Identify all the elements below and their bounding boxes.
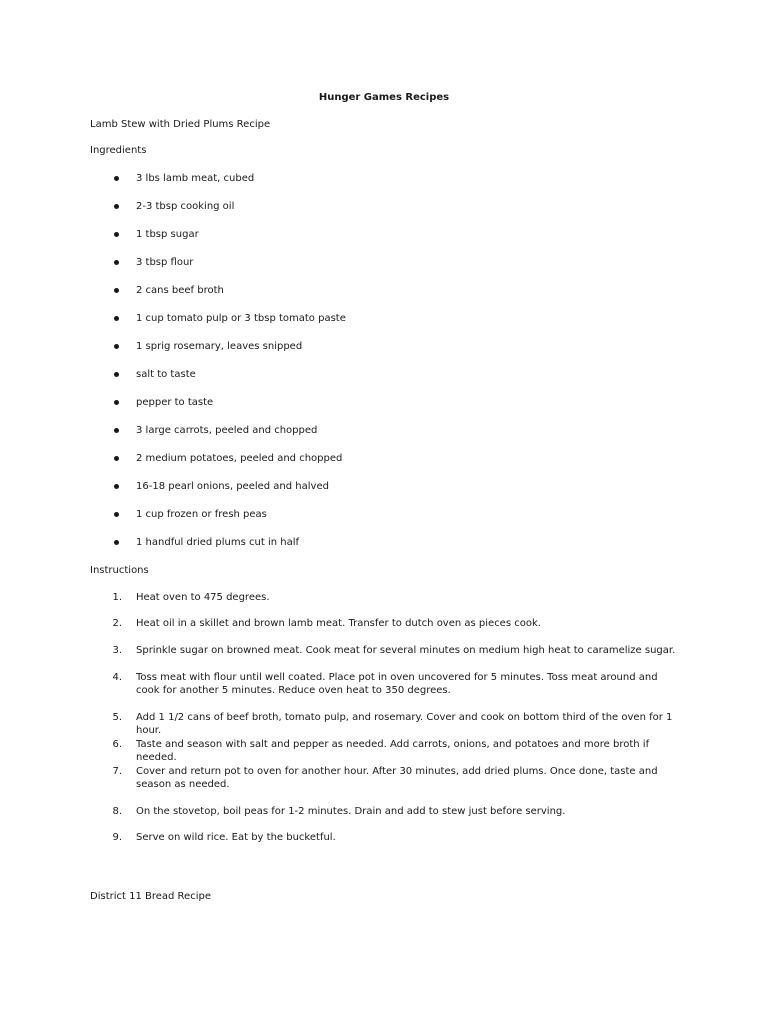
step-text: Heat oven to 475 degrees. [136, 592, 270, 603]
ingredient-text: pepper to taste [136, 397, 214, 408]
step-text: Heat oil in a skillet and brown lamb meat. Transfer to dutch oven as pieces cook. [136, 618, 541, 629]
ingredient-text: salt to taste [136, 369, 196, 380]
ingredient-text: 1 cup tomato pulp or 3 tbsp tomato paste [136, 313, 346, 324]
step-number: 8. [112, 806, 122, 817]
bullet-icon [114, 288, 119, 293]
ingredients-heading: Ingredients [90, 145, 147, 156]
ingredient-text: 3 lbs lamb meat, cubed [136, 173, 255, 184]
step-number: 3. [112, 645, 122, 656]
bullet-icon [114, 400, 119, 405]
bullet-icon [114, 540, 119, 545]
step-number: 9. [112, 832, 122, 843]
document-title: Hunger Games Recipes [318, 92, 450, 103]
ingredient-text: 1 handful dried plums cut in half [136, 537, 300, 548]
step-number: 7. [112, 766, 122, 777]
bullet-icon [114, 512, 119, 517]
step-text: Taste and season with salt and pepper as needed. Add carrots, onions, and potatoes and more broth if needed. [136, 739, 650, 763]
bullet-icon [114, 232, 119, 237]
step-text: Add 1 1/2 cans of beef broth, tomato pulp, and rosemary. Cover and cook on bottom third of the oven for 1 hour. [136, 712, 673, 736]
bullet-icon [114, 344, 119, 349]
bullet-icon [114, 456, 119, 461]
ingredient-text: 16-18 pearl onions, peeled and halved [136, 481, 329, 492]
ingredient-text: 1 tbsp sugar [136, 229, 199, 240]
ingredient-text: 3 large carrots, peeled and chopped [136, 425, 318, 436]
bullet-icon [114, 260, 119, 265]
step-number: 2. [112, 618, 122, 629]
bullet-icon [114, 316, 119, 321]
ingredient-text: 2-3 tbsp cooking oil [136, 201, 235, 212]
instructions-heading: Instructions [90, 565, 149, 576]
step-number: 4. [112, 672, 122, 683]
ingredient-text: 2 cans beef broth [136, 285, 224, 296]
ingredient-text: 1 cup frozen or fresh peas [136, 509, 267, 520]
step-text: On the stovetop, boil peas for 1-2 minutes. Drain and add to stew just before serving. [136, 806, 566, 817]
ingredient-text: 3 tbsp flour [136, 257, 194, 268]
step-number: 6. [112, 739, 122, 750]
step-text: Toss meat with flour until well coated. Place pot in oven uncovered for 5 minutes. Toss meat around and cook for another 5 minutes. Reduce oven heat to 350 degrees. [136, 672, 658, 696]
bullet-icon [114, 484, 119, 489]
bullet-icon [114, 428, 119, 433]
bullet-icon [114, 372, 119, 377]
step-text: Sprinkle sugar on browned meat. Cook meat for several minutes on medium high heat to caramelize sugar. [136, 645, 676, 656]
recipe-title: Lamb Stew with Dried Plums Recipe [90, 119, 271, 130]
ingredient-text: 2 medium potatoes, peeled and chopped [136, 453, 343, 464]
step-number: 5. [112, 712, 122, 723]
step-text: Serve on wild rice. Eat by the bucketful. [136, 832, 336, 843]
step-number: 1. [112, 592, 122, 603]
step-text: Cover and return pot to oven for another hour. After 30 minutes, add dried plums. Once done, taste and season as needed. [136, 766, 658, 790]
bullet-icon [114, 204, 119, 209]
ingredient-text: 1 sprig rosemary, leaves snipped [136, 341, 303, 352]
bullet-icon [114, 176, 119, 181]
next-recipe-title: District 11 Bread Recipe [90, 891, 211, 902]
